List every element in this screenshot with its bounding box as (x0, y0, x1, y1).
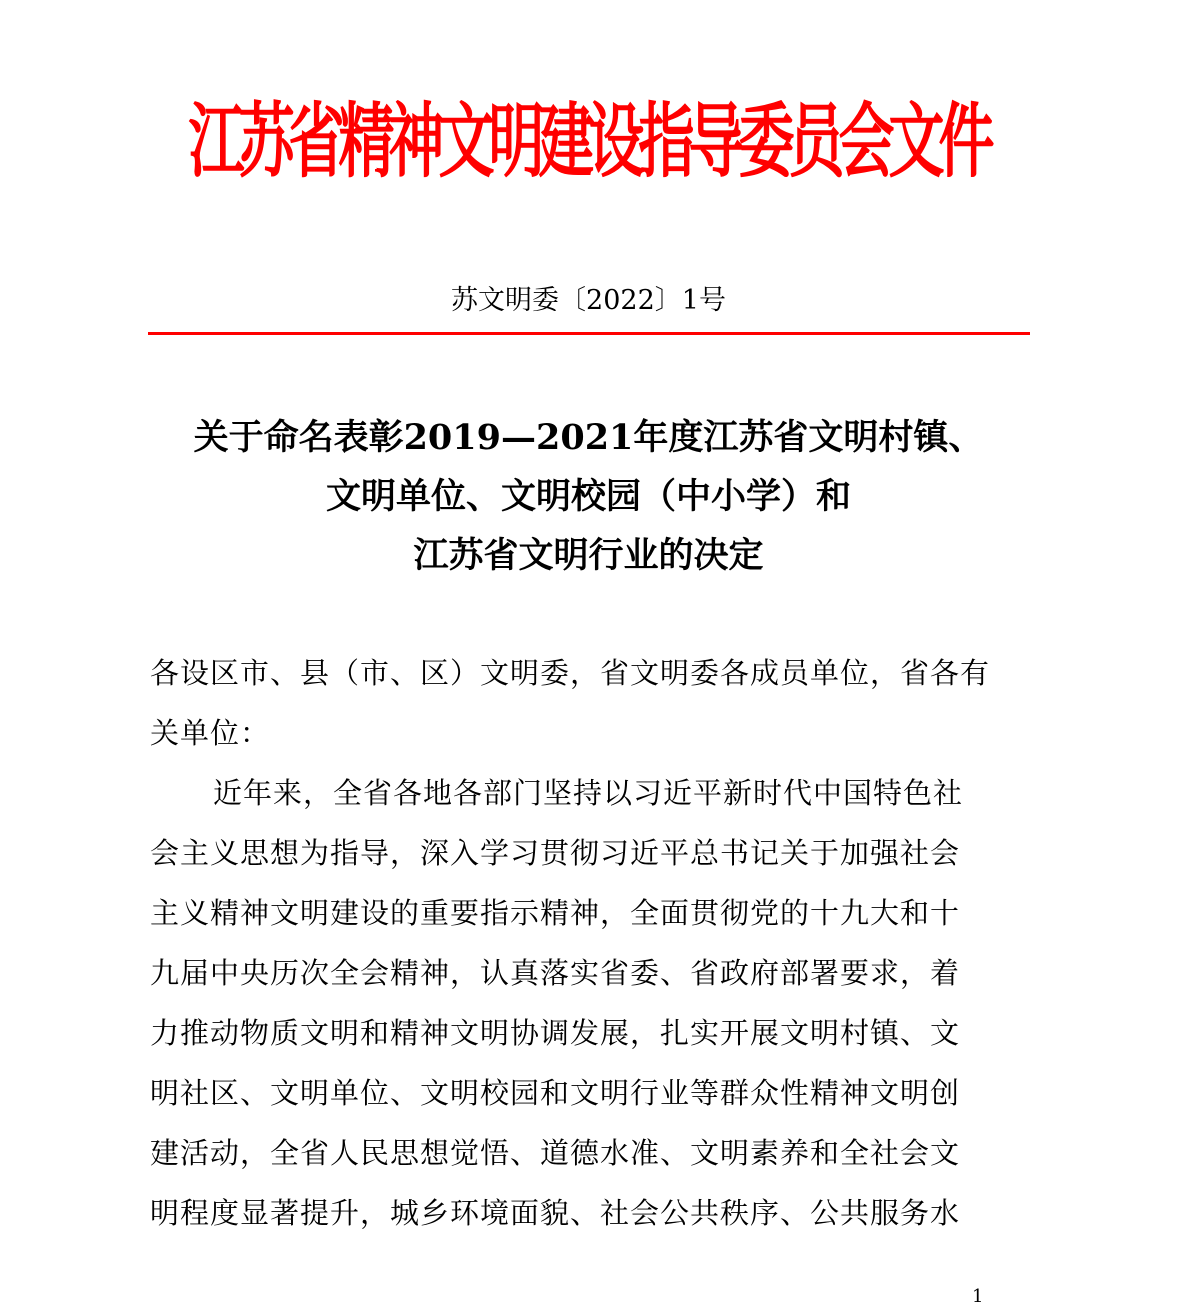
issuing-organization-header: 江苏省精神文明建设指导委员会文件 (188, 93, 989, 190)
paragraph-line: 九届中央历次全会精神，认真落实省委、省政府部署要求，着 (150, 956, 961, 990)
document-number: 苏文明委〔2022〕1号 (451, 285, 726, 316)
title-line: 江苏省文明行业的决定 (413, 535, 764, 576)
title-line: 文明单位、文明校园（中小学）和 (325, 476, 851, 517)
addressee-line: 关单位： (150, 716, 271, 750)
document-body (150, 643, 1030, 1243)
page-number: 1 (972, 1286, 984, 1307)
title-line: 关于命名表彰2019—2021年度江苏省文明村镇、 (193, 417, 984, 458)
paragraph-line: 明程度显著提升，城乡环境面貌、社会公共秩序、公共服务水 (150, 1196, 961, 1230)
paragraph-line: 力推动物质文明和精神文明协调发展，扎实开展文明村镇、文 (150, 1016, 961, 1050)
red-divider-line (148, 332, 1030, 335)
document-title (0, 408, 1177, 585)
paragraph-line: 会主义思想为指导，深入学习贯彻习近平总书记关于加强社会 (150, 836, 961, 870)
paragraph-line: 主义精神文明建设的重要指示精神，全面贯彻党的十九大和十 (150, 896, 961, 930)
paragraph-line: 明社区、文明单位、文明校园和文明行业等群众性精神文明创 (150, 1076, 961, 1110)
paragraph-line: 建活动，全省人民思想觉悟、道德水准、文明素养和全社会文 (150, 1136, 961, 1170)
addressee-line: 各设区市、县（市、区）文明委，省文明委各成员单位，省各有 (150, 656, 991, 690)
paragraph-line: 近年来，全省各地各部门坚持以习近平新时代中国特色社 (213, 776, 964, 810)
